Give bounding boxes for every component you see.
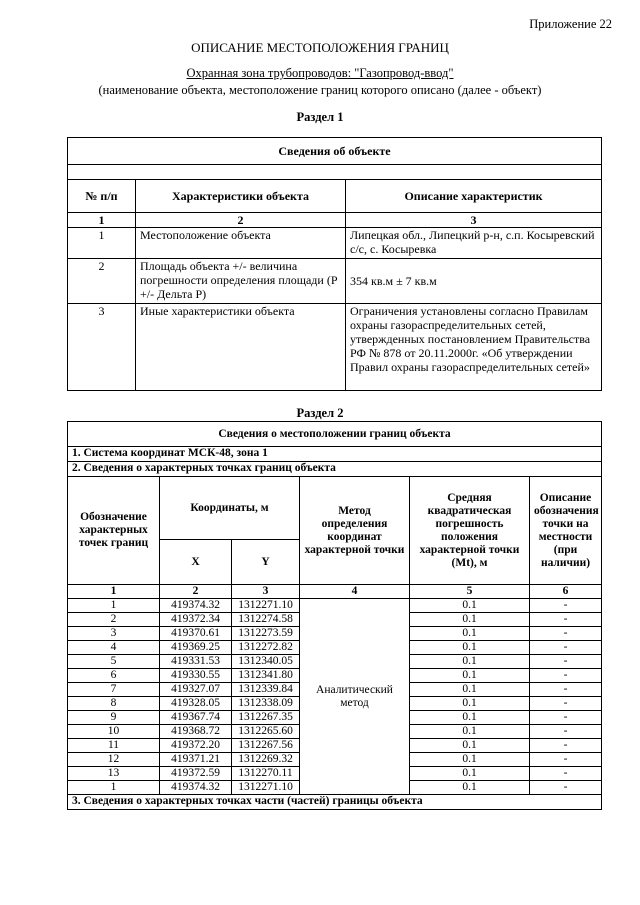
point-y: 1312267.56	[232, 739, 300, 753]
row-number: 1	[68, 228, 136, 259]
parts-title-row	[68, 795, 602, 810]
col-point-header: Обозначение характерных точек границ	[68, 477, 160, 585]
point-number: 13	[68, 767, 160, 781]
point-x: 419372.20	[160, 739, 232, 753]
point-accuracy: 0.1	[410, 753, 530, 767]
index-cell: 2	[160, 585, 232, 599]
spacer-row	[68, 165, 602, 180]
object-info-table	[67, 137, 602, 391]
point-y: 1312272.82	[232, 641, 300, 655]
boundary-title-row	[68, 422, 602, 447]
object-info-header-row	[68, 180, 602, 213]
method-cell: Аналитический метод	[300, 599, 410, 795]
point-accuracy: 0.1	[410, 655, 530, 669]
point-accuracy: 0.1	[410, 697, 530, 711]
col-y-header: Y	[232, 540, 300, 585]
points-title: 2. Сведения о характерных точках границ объекта	[68, 462, 602, 477]
object-info-title: Сведения об объекте	[68, 138, 602, 165]
point-number: 11	[68, 739, 160, 753]
section2-label: Раздел 2	[296, 406, 344, 420]
index-cell: 6	[530, 585, 602, 599]
document-title: ОПИСАНИЕ МЕСТОПОЛОЖЕНИЯ ГРАНИЦ	[191, 40, 449, 55]
point-number: 7	[68, 683, 160, 697]
object-name-text: Охранная зона трубопроводов: "Газопровод-ввод"	[186, 66, 454, 80]
coord-system: 1. Система координат МСК-48, зона 1	[68, 447, 602, 462]
index-cell: 5	[410, 585, 530, 599]
point-y: 1312271.10	[232, 781, 300, 795]
index-cell: 1	[68, 213, 136, 228]
index-cell: 2	[136, 213, 346, 228]
point-y: 1312273.59	[232, 627, 300, 641]
point-x: 419371.21	[160, 753, 232, 767]
boundary-points-table	[67, 421, 602, 810]
point-number: 8	[68, 697, 160, 711]
point-description: -	[530, 739, 602, 753]
point-description: -	[530, 599, 602, 613]
point-x: 419372.34	[160, 613, 232, 627]
point-y: 1312270.11	[232, 767, 300, 781]
point-x: 419374.32	[160, 781, 232, 795]
section1-label: Раздел 1	[296, 110, 344, 124]
point-number: 12	[68, 753, 160, 767]
row-characteristic: Местоположение объекта	[136, 228, 346, 259]
point-x: 419327.07	[160, 683, 232, 697]
point-number: 1	[68, 599, 160, 613]
boundary-title: Сведения о местоположении границ объекта	[68, 422, 602, 447]
point-accuracy: 0.1	[410, 683, 530, 697]
point-accuracy: 0.1	[410, 599, 530, 613]
point-accuracy: 0.1	[410, 627, 530, 641]
row-description: Ограничения установлены согласно Правилам охраны газораспределительных сетей, утвержденных постановлением Правительства РФ № 878 от 20.11.2000г. «Об утверждении Правил охраны газораспределительных сетей»	[346, 304, 602, 391]
point-y: 1312269.32	[232, 753, 300, 767]
point-accuracy: 0.1	[410, 711, 530, 725]
point-accuracy: 0.1	[410, 781, 530, 795]
point-y: 1312339.84	[232, 683, 300, 697]
point-accuracy: 0.1	[410, 669, 530, 683]
index-cell: 3	[346, 213, 602, 228]
point-x: 419331.53	[160, 655, 232, 669]
point-number: 10	[68, 725, 160, 739]
point-x: 419367.74	[160, 711, 232, 725]
object-info-index-row	[68, 213, 602, 228]
point-description: -	[530, 753, 602, 767]
table-row	[68, 599, 602, 613]
point-y: 1312271.10	[232, 599, 300, 613]
point-description: -	[530, 641, 602, 655]
point-accuracy: 0.1	[410, 641, 530, 655]
points-title-row	[68, 462, 602, 477]
point-accuracy: 0.1	[410, 613, 530, 627]
point-number: 1	[68, 781, 160, 795]
point-x: 419368.72	[160, 725, 232, 739]
col-num-header: № п/п	[68, 180, 136, 213]
point-x: 419328.05	[160, 697, 232, 711]
col-char-header: Характеристики объекта	[136, 180, 346, 213]
point-x: 419372.59	[160, 767, 232, 781]
table-row	[68, 304, 602, 391]
point-description: -	[530, 711, 602, 725]
col-method-header: Метод определения координат характерной точки	[300, 477, 410, 585]
point-y: 1312274.58	[232, 613, 300, 627]
point-number: 6	[68, 669, 160, 683]
point-x: 419370.61	[160, 627, 232, 641]
col-desc-header: Описание обозначения точки на местности (при наличии)	[530, 477, 602, 585]
point-description: -	[530, 627, 602, 641]
point-description: -	[530, 767, 602, 781]
point-y: 1312340.05	[232, 655, 300, 669]
row-description: Липецкая обл., Липецкий р-н, с.п. Косыревский с/с, с. Косыревка	[346, 228, 602, 259]
points-index-row	[68, 585, 602, 599]
row-characteristic: Иные характеристики объекта	[136, 304, 346, 391]
point-description: -	[530, 613, 602, 627]
point-x: 419374.32	[160, 599, 232, 613]
appendix-label: Приложение 22	[529, 17, 612, 31]
point-accuracy: 0.1	[410, 725, 530, 739]
point-accuracy: 0.1	[410, 767, 530, 781]
row-characteristic: Площадь объекта +/- величина погрешности определения площади (Р +/- Дельта Р)	[136, 259, 346, 304]
col-accuracy-header: Средняя квадратическая погрешность положения характерной точки (Мt), м	[410, 477, 530, 585]
point-number: 4	[68, 641, 160, 655]
points-header-row	[68, 477, 602, 540]
point-y: 1312265.60	[232, 725, 300, 739]
col-desc-header: Описание характеристик	[346, 180, 602, 213]
index-cell: 1	[68, 585, 160, 599]
row-number: 3	[68, 304, 136, 391]
object-name	[0, 66, 640, 81]
point-y: 1312341.80	[232, 669, 300, 683]
col-x-header: X	[160, 540, 232, 585]
point-number: 2	[68, 613, 160, 627]
point-description: -	[530, 669, 602, 683]
point-number: 9	[68, 711, 160, 725]
object-name-note: (наименование объекта, местоположение границ которого описано (далее - объект)	[98, 83, 542, 97]
point-number: 5	[68, 655, 160, 669]
point-description: -	[530, 655, 602, 669]
table-row	[68, 259, 602, 304]
point-number: 3	[68, 627, 160, 641]
row-description: 354 кв.м ± 7 кв.м	[346, 259, 602, 304]
index-cell: 3	[232, 585, 300, 599]
object-info-title-row	[68, 138, 602, 165]
point-y: 1312267.35	[232, 711, 300, 725]
row-number: 2	[68, 259, 136, 304]
spacer-cell	[68, 165, 602, 180]
point-description: -	[530, 725, 602, 739]
point-description: -	[530, 781, 602, 795]
table-row	[68, 228, 602, 259]
col-coords-header: Координаты, м	[160, 477, 300, 540]
point-x: 419369.25	[160, 641, 232, 655]
point-accuracy: 0.1	[410, 739, 530, 753]
index-cell: 4	[300, 585, 410, 599]
point-x: 419330.55	[160, 669, 232, 683]
point-y: 1312338.09	[232, 697, 300, 711]
point-description: -	[530, 683, 602, 697]
coord-system-row	[68, 447, 602, 462]
parts-title: 3. Сведения о характерных точках части (частей) границы объекта	[68, 795, 602, 810]
point-description: -	[530, 697, 602, 711]
